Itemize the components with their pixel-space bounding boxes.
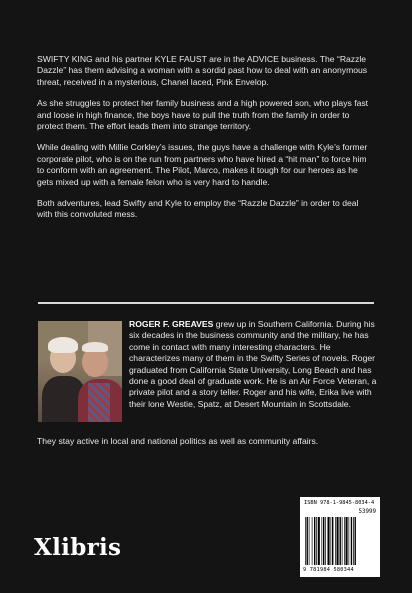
- divider-rule: [38, 302, 374, 304]
- author-bio-text: grew up in Southern California. During his six decades in the business community and the military, he has come in contact with many interesting characters. He characterizes many of them in the Swifty Series of novels. Roger graduated from California State University, Long Beach and has done a good deal of graduate work. He is an Air Force Veteran, a private pilot and a story teller. Roger and his wife, Erika live with their lone Westie, Spatz, at Desert Mountain in Scottsdale.: [129, 319, 377, 409]
- author-closing-line: They stay active in local and national politics as well as community affairs.: [37, 436, 319, 446]
- author-name: ROGER F. GREAVES: [129, 319, 214, 329]
- blurb-paragraph-4: Both adventures, lead Swifty and Kyle to employ the “Razzle Dazzle” in order to deal with this convoluted mess.: [37, 198, 359, 220]
- blurb-paragraph-1: SWIFTY KING and his partner KYLE FAUST are in the ADVICE business. The “Razzle Dazzle” has them advising a woman with a sordid past how to deal with an anonymous threat, received in a mysterious, Chanel laced, Pink Envelop.: [37, 54, 368, 87]
- author-photo: [38, 321, 122, 422]
- ean-digits: 9 781984 580344: [303, 567, 354, 573]
- publisher-logo: Xlibris: [34, 534, 122, 561]
- blurb-paragraph-2: As she struggles to protect her family business and a high powered son, who plays fast and loose in high finance, the boys have to pull the truth from the family in order to protect them. The effort leads them into strange territory.: [37, 98, 369, 132]
- barcode-icon: [305, 517, 375, 565]
- book-blurb: [37, 54, 375, 231]
- price-code: 53999: [358, 509, 376, 515]
- isbn-label: ISBN 978-1-9845-8034-4: [304, 500, 375, 506]
- barcode-block: [300, 497, 380, 577]
- author-bio: [129, 319, 379, 410]
- blurb-paragraph-3: While dealing with Millie Corkley’s issues, the guys have a challenge with Kyle’s former corporate pilot, who is on the run from partners who have hired a “hit man” to force him to conform with an agreement. The Pilot, Marco, makes it tough for our heroes as he gets mixed up with a female felon who is very hard to handle.: [37, 142, 368, 187]
